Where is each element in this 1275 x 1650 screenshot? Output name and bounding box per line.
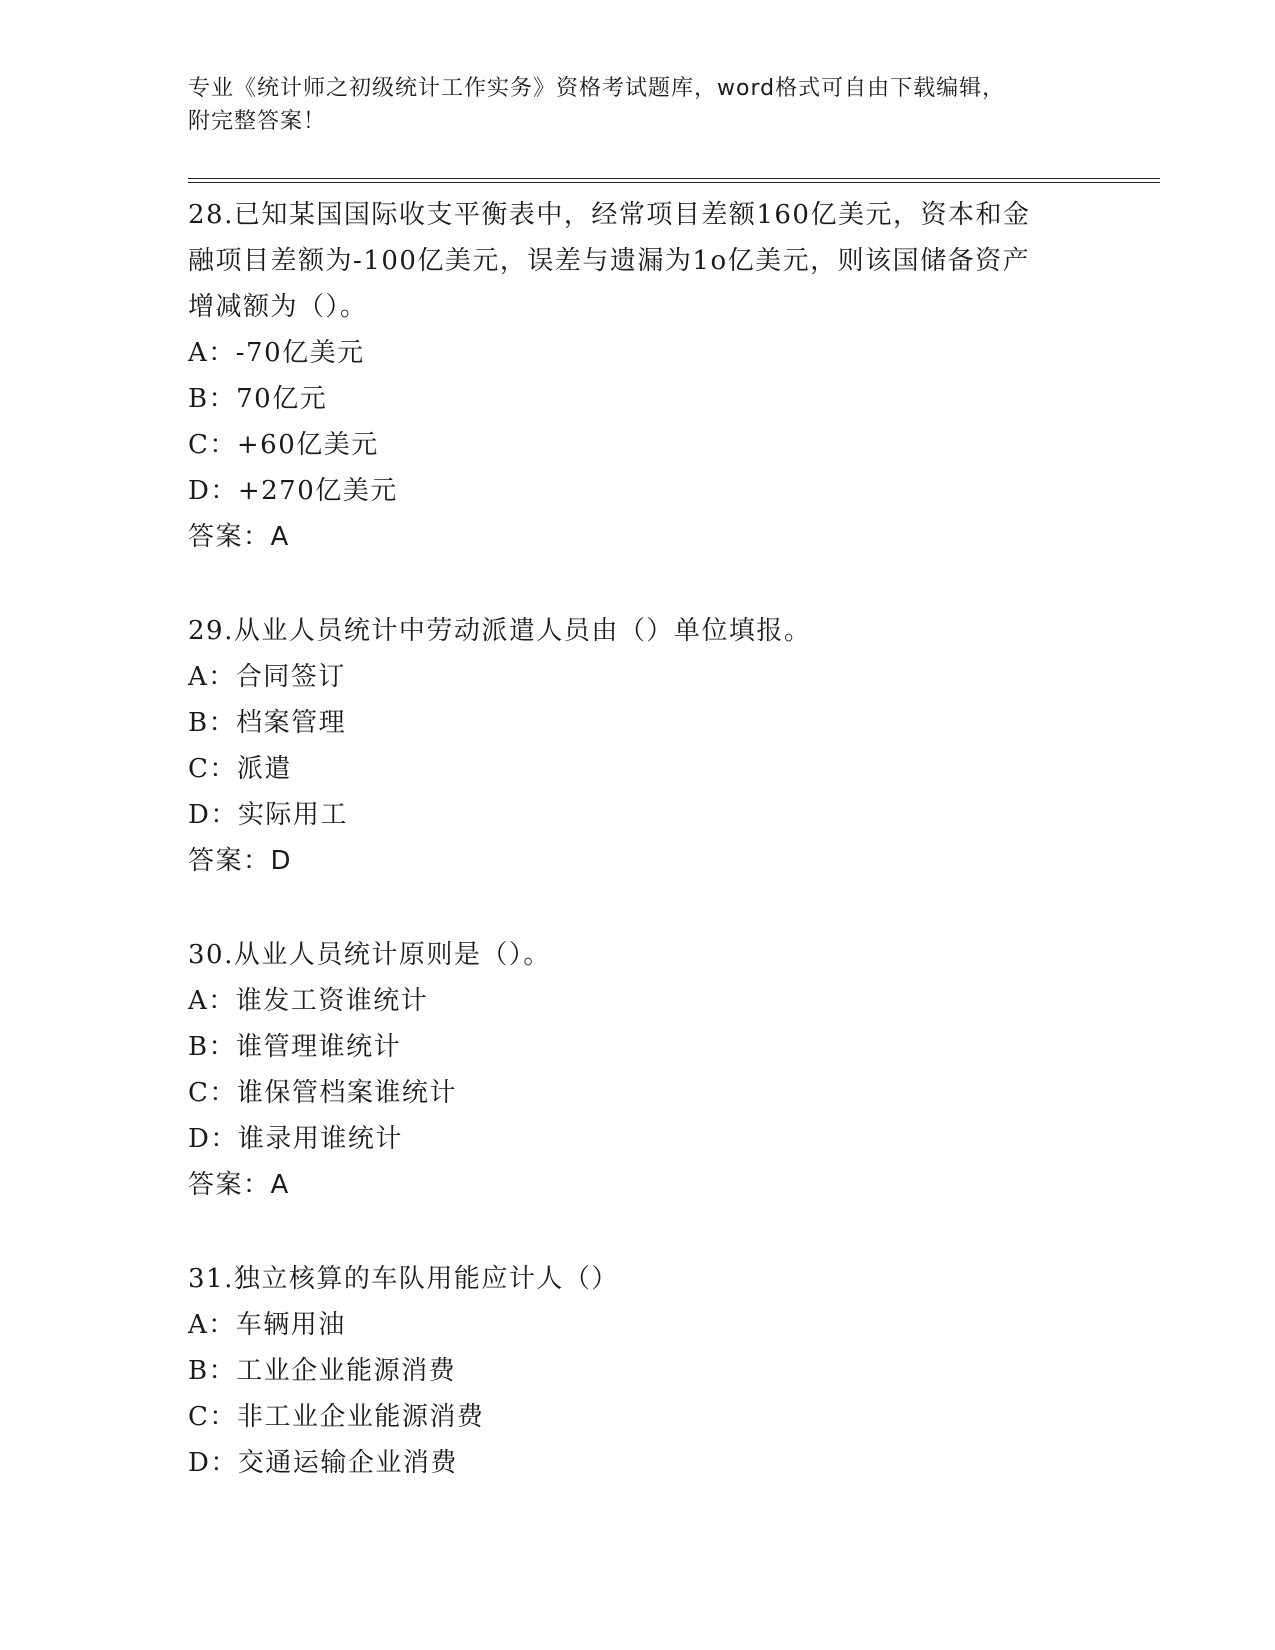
question-text: 28.已知某国国际收支平衡表中，经常项目差额160亿美元，资本和金 <box>188 200 1031 230</box>
header-divider-top <box>188 178 1160 179</box>
option-d: D：实际用工 <box>188 800 348 830</box>
answer-label: 答案：D <box>188 846 293 876</box>
option-b: B：档案管理 <box>188 708 347 738</box>
option-c: C：非工业企业能源消费 <box>188 1402 485 1432</box>
option-a: A：-70亿美元 <box>188 338 365 368</box>
question-text: 29.从业人员统计中劳动派遣人员由（）单位填报。 <box>188 616 812 646</box>
document-header <box>188 72 1158 138</box>
question-text: 31.独立核算的车队用能应计人（） <box>188 1264 619 1294</box>
question-30 <box>188 932 1158 1208</box>
option-c: C：谁保管档案谁统计 <box>188 1078 457 1108</box>
option-c: C：派遣 <box>188 754 292 784</box>
question-29 <box>188 608 1158 884</box>
option-d: D：+270亿美元 <box>188 476 398 506</box>
answer-label: 答案：A <box>188 522 290 552</box>
question-text: 增减额为（）。 <box>188 292 368 322</box>
option-d: D：谁录用谁统计 <box>188 1124 403 1154</box>
header-line-1: 专业《统计师之初级统计工作实务》资格考试题库，word格式可自由下载编辑， <box>188 76 1006 101</box>
question-31 <box>188 1256 1158 1486</box>
question-text: 融项目差额为-100亿美元，误差与遗漏为1o亿美元，则该国储备资产 <box>188 246 1031 276</box>
header-divider-bottom <box>188 182 1160 183</box>
question-list <box>188 192 1158 1534</box>
option-a: A：合同签订 <box>188 662 346 692</box>
option-c: C：+60亿美元 <box>188 430 379 460</box>
option-a: A：车辆用油 <box>188 1310 346 1340</box>
option-b: B：谁管理谁统计 <box>188 1032 402 1062</box>
answer-label: 答案：A <box>188 1170 290 1200</box>
option-a: A：谁发工资谁统计 <box>188 986 429 1016</box>
question-text: 30.从业人员统计原则是（）。 <box>188 940 551 970</box>
header-line-2: 附完整答案！ <box>188 109 327 134</box>
option-b: B：70亿元 <box>188 384 328 414</box>
option-d: D：交通运输企业消费 <box>188 1448 458 1478</box>
question-28 <box>188 192 1158 560</box>
option-b: B：工业企业能源消费 <box>188 1356 457 1386</box>
